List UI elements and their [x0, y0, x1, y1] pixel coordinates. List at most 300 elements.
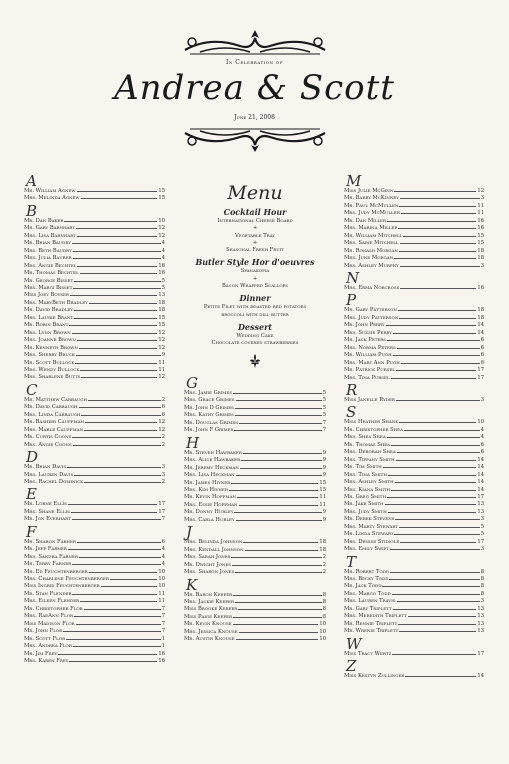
guest-name: Mrs. Shane Ellis — [24, 508, 70, 515]
guest-name: Mrs. Julia Baurer — [24, 255, 72, 262]
guest-name: Mr. Sharon Farner — [24, 538, 76, 545]
leader-line — [74, 306, 157, 311]
guest-row — [24, 545, 165, 552]
leader-line — [69, 657, 157, 662]
guest-name: Mrs. Tiffany Smith — [344, 456, 395, 463]
leader-line — [73, 254, 161, 259]
table-number: 9 — [322, 472, 326, 479]
guest-row — [24, 463, 165, 470]
guest-name: Mr. Bashier Cauffman — [24, 419, 84, 426]
leader-line — [85, 418, 157, 423]
guest-row — [344, 590, 484, 597]
guest-name: Mr. Scott Bullock — [24, 359, 75, 366]
guest-row — [184, 471, 326, 478]
letter-section — [24, 522, 165, 665]
guest-row — [344, 515, 484, 522]
table-number: 10 — [158, 583, 165, 590]
leader-line — [239, 501, 319, 506]
leader-line — [393, 605, 477, 610]
guest-row — [24, 418, 165, 425]
letter-section — [344, 268, 484, 291]
guest-name: Mr. Ed Feuchtenberger — [24, 568, 88, 575]
leader-line — [68, 500, 158, 505]
guest-name: Mrs. Kendall Johnson — [184, 546, 244, 553]
leader-line — [74, 277, 161, 282]
guest-row — [344, 463, 484, 470]
guest-name: Mr. Jack Todd — [344, 583, 382, 590]
table-number: 6 — [480, 441, 484, 448]
leader-line — [72, 433, 160, 438]
guest-row — [24, 508, 165, 515]
table-number: 11 — [158, 359, 165, 366]
leader-line — [401, 359, 480, 364]
guest-name: Miss Tracy Wertz — [344, 650, 392, 657]
guest-name: Mrs. Jamie Grimes — [184, 390, 233, 397]
section-letter: A — [26, 172, 37, 190]
leader-line — [233, 591, 322, 596]
guest-row — [184, 516, 326, 523]
leader-line — [235, 411, 322, 416]
table-number: 16 — [477, 284, 484, 291]
table-number: 3 — [161, 464, 165, 471]
table-number: 9 — [322, 449, 326, 456]
menu-separator: + — [252, 225, 258, 232]
guest-name: Mr. Dan Miller — [344, 217, 386, 224]
guest-name: Mr. Matthew Carbaugh — [24, 396, 87, 403]
leader-line — [387, 433, 480, 438]
guest-row — [344, 471, 484, 478]
guest-name: Mr. Brian Davis — [24, 464, 67, 471]
table-number: 14 — [477, 673, 484, 680]
leader-line — [233, 620, 319, 625]
table-number: 6 — [480, 352, 484, 359]
table-number: 10 — [158, 576, 165, 583]
table-number: 8 — [322, 606, 326, 613]
guest-row — [344, 247, 484, 254]
guest-row — [344, 448, 484, 455]
leader-line — [79, 403, 161, 408]
guest-name: Mrs. Sadie Mitchell — [344, 240, 399, 247]
guest-row — [344, 597, 484, 604]
guest-row — [344, 650, 484, 657]
guest-name: Mr. Jake Smith — [344, 501, 384, 508]
table-number: 12 — [477, 188, 484, 194]
table-number: 17 — [158, 508, 165, 515]
table-number: 3 — [161, 471, 165, 478]
guest-name: Miss Madison Flor — [24, 620, 75, 627]
table-number: 4 — [161, 546, 165, 553]
letter-section — [24, 380, 165, 448]
leader-line — [79, 553, 161, 558]
leader-line — [403, 232, 476, 237]
table-number: 13 — [158, 292, 165, 299]
section-letter: N — [346, 268, 360, 287]
guest-name: Mr. Paul McMullen — [344, 202, 399, 209]
table-number: 7 — [161, 605, 165, 612]
leader-line — [396, 396, 480, 401]
leader-line — [400, 194, 480, 199]
leader-line — [397, 448, 480, 453]
leader-line — [245, 546, 319, 551]
table-number: 11 — [319, 494, 326, 501]
guest-row — [344, 329, 484, 336]
leader-line — [394, 254, 476, 259]
table-number: 16 — [158, 262, 165, 269]
menu-item: International Cheese Board — [217, 218, 293, 224]
leader-line — [73, 247, 161, 252]
table-number: 18 — [319, 546, 326, 553]
guest-row — [184, 605, 326, 612]
guest-name: Mr. Robin Brant — [24, 322, 69, 329]
leader-line — [233, 613, 322, 618]
leader-line — [84, 426, 157, 431]
leader-line — [401, 209, 476, 214]
menu-separator: + — [252, 239, 258, 246]
leader-line — [388, 508, 477, 513]
leader-line — [400, 284, 476, 289]
guest-name: Mrs. Andrea Flor — [24, 643, 72, 650]
guest-name: Mr. George Bisset — [24, 277, 74, 284]
leader-line — [84, 478, 161, 483]
table-number: 12 — [158, 426, 165, 433]
guest-name: Mr. Baron Keefer — [184, 591, 233, 598]
guest-row — [24, 553, 165, 560]
guest-row — [24, 291, 165, 298]
guest-row — [24, 321, 165, 328]
guest-name: Mrs. Judy Patterson — [344, 314, 399, 321]
table-number: 6 — [161, 404, 165, 411]
leader-line — [240, 464, 322, 469]
leader-line — [89, 299, 158, 304]
leader-line — [404, 426, 480, 431]
leader-line — [67, 463, 161, 468]
leader-line — [77, 336, 157, 341]
guest-row — [24, 411, 165, 418]
table-number: 9 — [322, 464, 326, 471]
table-number: 15 — [477, 232, 484, 239]
table-number: 4 — [161, 247, 165, 254]
section-letter: W — [346, 634, 362, 653]
guest-name: Mrs. Suzzie Perry — [344, 329, 392, 336]
leader-line — [400, 538, 476, 543]
leader-line — [397, 344, 480, 349]
guest-row — [344, 306, 484, 313]
leader-line — [399, 202, 476, 207]
table-number: 15 — [319, 487, 326, 493]
table-number: 3 — [480, 396, 484, 403]
guest-row — [344, 672, 484, 679]
table-number: 13 — [477, 628, 484, 635]
leader-line — [72, 239, 161, 244]
guest-row — [344, 217, 484, 224]
letter-section — [344, 403, 484, 553]
leader-line — [70, 291, 157, 296]
leader-line — [397, 597, 480, 602]
guest-name: Mr. William Mitchell — [344, 232, 403, 239]
guest-name: Mr. Thomas Shea — [344, 441, 391, 448]
leader-line — [241, 456, 322, 461]
table-number: 18 — [477, 307, 484, 314]
guest-name: Mrs. Lisa Barnhart — [24, 232, 76, 239]
guest-row — [24, 426, 165, 433]
leader-line — [386, 321, 477, 326]
table-number: 18 — [477, 255, 484, 262]
guest-row — [344, 209, 484, 216]
dessert-heading: Dessert — [237, 321, 273, 332]
table-number: 14 — [477, 479, 484, 486]
table-number: 12 — [158, 337, 165, 344]
guest-row — [24, 359, 165, 366]
guest-name: Mr. Ronald Morgan — [344, 247, 398, 254]
guest-row — [24, 620, 165, 627]
table-number: 4 — [161, 553, 165, 560]
guest-name: Miss Heather Shank — [344, 419, 399, 426]
menu-item: Vegetable Tray — [234, 232, 276, 239]
table-number: 2 — [322, 561, 326, 568]
guest-name: Mrs. Tina Smith — [344, 471, 387, 478]
section-letter: H — [186, 433, 200, 452]
guest-name: Mrs. Denise Stidiole — [344, 538, 400, 545]
leader-line — [398, 620, 476, 625]
guest-row — [184, 501, 326, 508]
guest-row — [184, 389, 326, 396]
guest-row — [24, 433, 165, 440]
guest-name: Mrs. Emily Swift — [344, 546, 390, 553]
table-number: 17 — [158, 501, 165, 508]
table-number: 8 — [322, 613, 326, 620]
leader-line — [72, 329, 158, 334]
table-number: 14 — [477, 456, 484, 463]
guest-name: Mr. Patrick Pursel — [344, 367, 395, 374]
leader-line — [398, 224, 476, 229]
guest-name: Mr. David Bradley — [24, 307, 73, 314]
guest-row — [24, 582, 165, 589]
section-letter: D — [26, 448, 39, 467]
letter-section — [24, 201, 165, 381]
table-number: 17 — [477, 374, 484, 381]
guest-name: Mr. Curtis Coons — [24, 434, 72, 441]
butler-items — [184, 268, 326, 290]
guest-name: Mrs. Margo Todd — [344, 590, 391, 597]
menu-item: Seasonal Fresh Fruit — [226, 247, 284, 254]
guest-row — [24, 441, 165, 448]
leader-line — [236, 471, 322, 476]
guest-row — [184, 456, 326, 463]
leader-line — [75, 359, 157, 364]
letter-section — [184, 575, 326, 643]
table-number: 10 — [477, 419, 484, 426]
leader-line — [232, 561, 322, 566]
guest-row — [344, 194, 484, 201]
guest-row — [184, 426, 326, 433]
guest-name: Mrs. Rachel Dominick — [24, 478, 84, 485]
guest-row — [24, 224, 165, 231]
table-number: 12 — [158, 419, 165, 426]
table-number: 17 — [477, 650, 484, 657]
leader-line — [400, 262, 480, 267]
table-number: 15 — [319, 479, 326, 486]
leader-line — [392, 590, 480, 595]
leader-line — [73, 284, 160, 289]
leader-line — [387, 217, 476, 222]
guest-name: Mrs. Marty Stewart — [344, 523, 399, 530]
leader-line — [399, 314, 476, 319]
leader-line — [63, 627, 161, 632]
table-number: 11 — [158, 598, 165, 605]
guest-name: Mr. Barry McKinney — [344, 195, 399, 202]
table-number: 7 — [161, 516, 165, 523]
table-number: 2 — [161, 396, 165, 403]
menu-title: Menu — [227, 182, 283, 204]
letter-section — [344, 172, 484, 269]
guest-row — [184, 464, 326, 471]
guest-row — [344, 620, 484, 627]
letter-section — [344, 380, 484, 403]
table-number: 16 — [158, 658, 165, 665]
guest-column-right — [344, 172, 484, 684]
guest-row — [344, 612, 484, 619]
guest-name: Mrs. Kathy Grimes — [184, 412, 234, 419]
guest-name: Mrs. MaryBeth Bradley — [24, 299, 88, 306]
guest-name: Mr. Dwight Jones — [184, 561, 231, 568]
guest-name: Miss Julie McGinn — [344, 188, 394, 194]
guest-name: Miss Joey Boyser — [24, 292, 69, 299]
guest-name: Mr. Austin Knouse — [184, 636, 235, 643]
guest-name: Mrs. Karen Frey — [24, 658, 69, 665]
table-number: 16 — [477, 217, 484, 224]
guest-name: Mr. Kevin Knouse — [184, 621, 232, 628]
menu-item: Petite Filet with roasted red potatoes — [203, 304, 307, 311]
table-number: 4 — [480, 426, 484, 433]
guest-row — [344, 545, 484, 552]
guest-row — [24, 642, 165, 649]
guest-column-left — [24, 172, 165, 668]
guest-row — [24, 351, 165, 358]
guest-row — [184, 546, 326, 553]
leader-line — [394, 530, 479, 535]
guest-row — [184, 493, 326, 500]
table-number: 15 — [158, 322, 165, 329]
guest-name: Mr. Gary Patterson — [344, 307, 397, 314]
guest-row — [24, 538, 165, 545]
guest-name: Mr. Jack Peters — [344, 337, 387, 344]
leader-line — [233, 389, 322, 394]
guest-row — [24, 635, 165, 642]
bottom-flourish-ornament — [180, 127, 330, 153]
guest-name: Mr. John F Grimes — [184, 427, 234, 434]
table-number: 7 — [322, 419, 326, 426]
leader-line — [237, 493, 319, 498]
menu-item: Wedding Cake — [236, 332, 274, 339]
guest-row — [24, 612, 165, 619]
guest-row — [344, 508, 484, 515]
leader-line — [398, 306, 477, 311]
guest-row — [184, 404, 326, 411]
guest-row — [344, 224, 484, 231]
guest-row — [24, 560, 165, 567]
guest-name: Mrs. Alice Hawbaker — [184, 457, 241, 464]
table-number: 4 — [161, 255, 165, 262]
table-number: 17 — [477, 538, 484, 545]
table-number: 2 — [322, 554, 326, 561]
table-number: 14 — [477, 329, 484, 336]
guest-name: Mr. Kevin Hoffman — [184, 494, 236, 501]
section-letter: J — [186, 523, 193, 542]
guest-row — [184, 486, 326, 493]
table-number: 1 — [161, 635, 165, 642]
guest-name: Mr. John Flor — [24, 628, 63, 635]
guest-row — [344, 284, 484, 291]
guest-name: Mrs. Ashley Murphy — [344, 262, 399, 269]
leader-line — [72, 515, 161, 520]
leader-line — [234, 508, 321, 513]
table-number: 3 — [480, 516, 484, 523]
leader-line — [64, 217, 157, 222]
guest-row — [344, 441, 484, 448]
guest-name: Mr. Kenneth Brown — [24, 344, 78, 351]
guest-name: Mrs. Margi Bisset — [24, 284, 73, 291]
guest-name: Mrs. Ashley Smith — [344, 479, 394, 486]
table-number: 10 — [158, 568, 165, 575]
leader-line — [76, 224, 157, 229]
guest-row — [344, 374, 484, 381]
dinner-heading: Dinner — [239, 293, 271, 304]
guest-name: Mr. Jon Everhart — [24, 516, 71, 523]
guest-row — [344, 187, 484, 194]
menu-separator: + — [252, 275, 258, 282]
leader-line — [385, 500, 477, 505]
guest-name: Mr. Christopher Flor — [24, 605, 83, 612]
guest-row — [24, 269, 165, 276]
leader-line — [399, 247, 476, 252]
table-number: 8 — [480, 576, 484, 583]
guest-row — [24, 306, 165, 313]
section-letter: C — [26, 380, 38, 399]
guest-row — [344, 336, 484, 343]
table-number: 6 — [480, 449, 484, 456]
leader-line — [390, 545, 479, 550]
guest-name: Mrs. Laurie Brant — [24, 314, 74, 321]
guest-name: Mr. Dan Baker — [24, 217, 64, 224]
leader-line — [72, 590, 157, 595]
table-number: 18 — [158, 299, 165, 306]
guest-name: Mr. Terry Farner — [24, 561, 72, 568]
guest-row — [184, 538, 326, 545]
guest-row — [344, 456, 484, 463]
guest-name: Mr. Thomas Bechtel — [24, 270, 79, 277]
guest-row — [184, 508, 326, 515]
table-number: 15 — [477, 240, 484, 247]
letter-section — [24, 485, 165, 523]
table-number: 14 — [477, 322, 484, 329]
leader-line — [76, 620, 161, 625]
guest-row — [24, 568, 165, 575]
guest-row — [24, 262, 165, 269]
table-number: 13 — [477, 508, 484, 515]
guest-row — [184, 598, 326, 605]
guest-row — [24, 478, 165, 485]
guest-name: Mrs. Erma Norcross — [344, 284, 400, 291]
leader-line — [74, 612, 161, 617]
celebration-line: In Celebration of — [226, 59, 283, 66]
leader-line — [77, 262, 157, 267]
table-number: 5 — [161, 284, 165, 291]
table-number: 3 — [480, 546, 484, 553]
leader-line — [391, 374, 477, 379]
leader-line — [66, 635, 161, 640]
guest-row — [344, 418, 484, 425]
table-number: 1 — [161, 643, 165, 650]
